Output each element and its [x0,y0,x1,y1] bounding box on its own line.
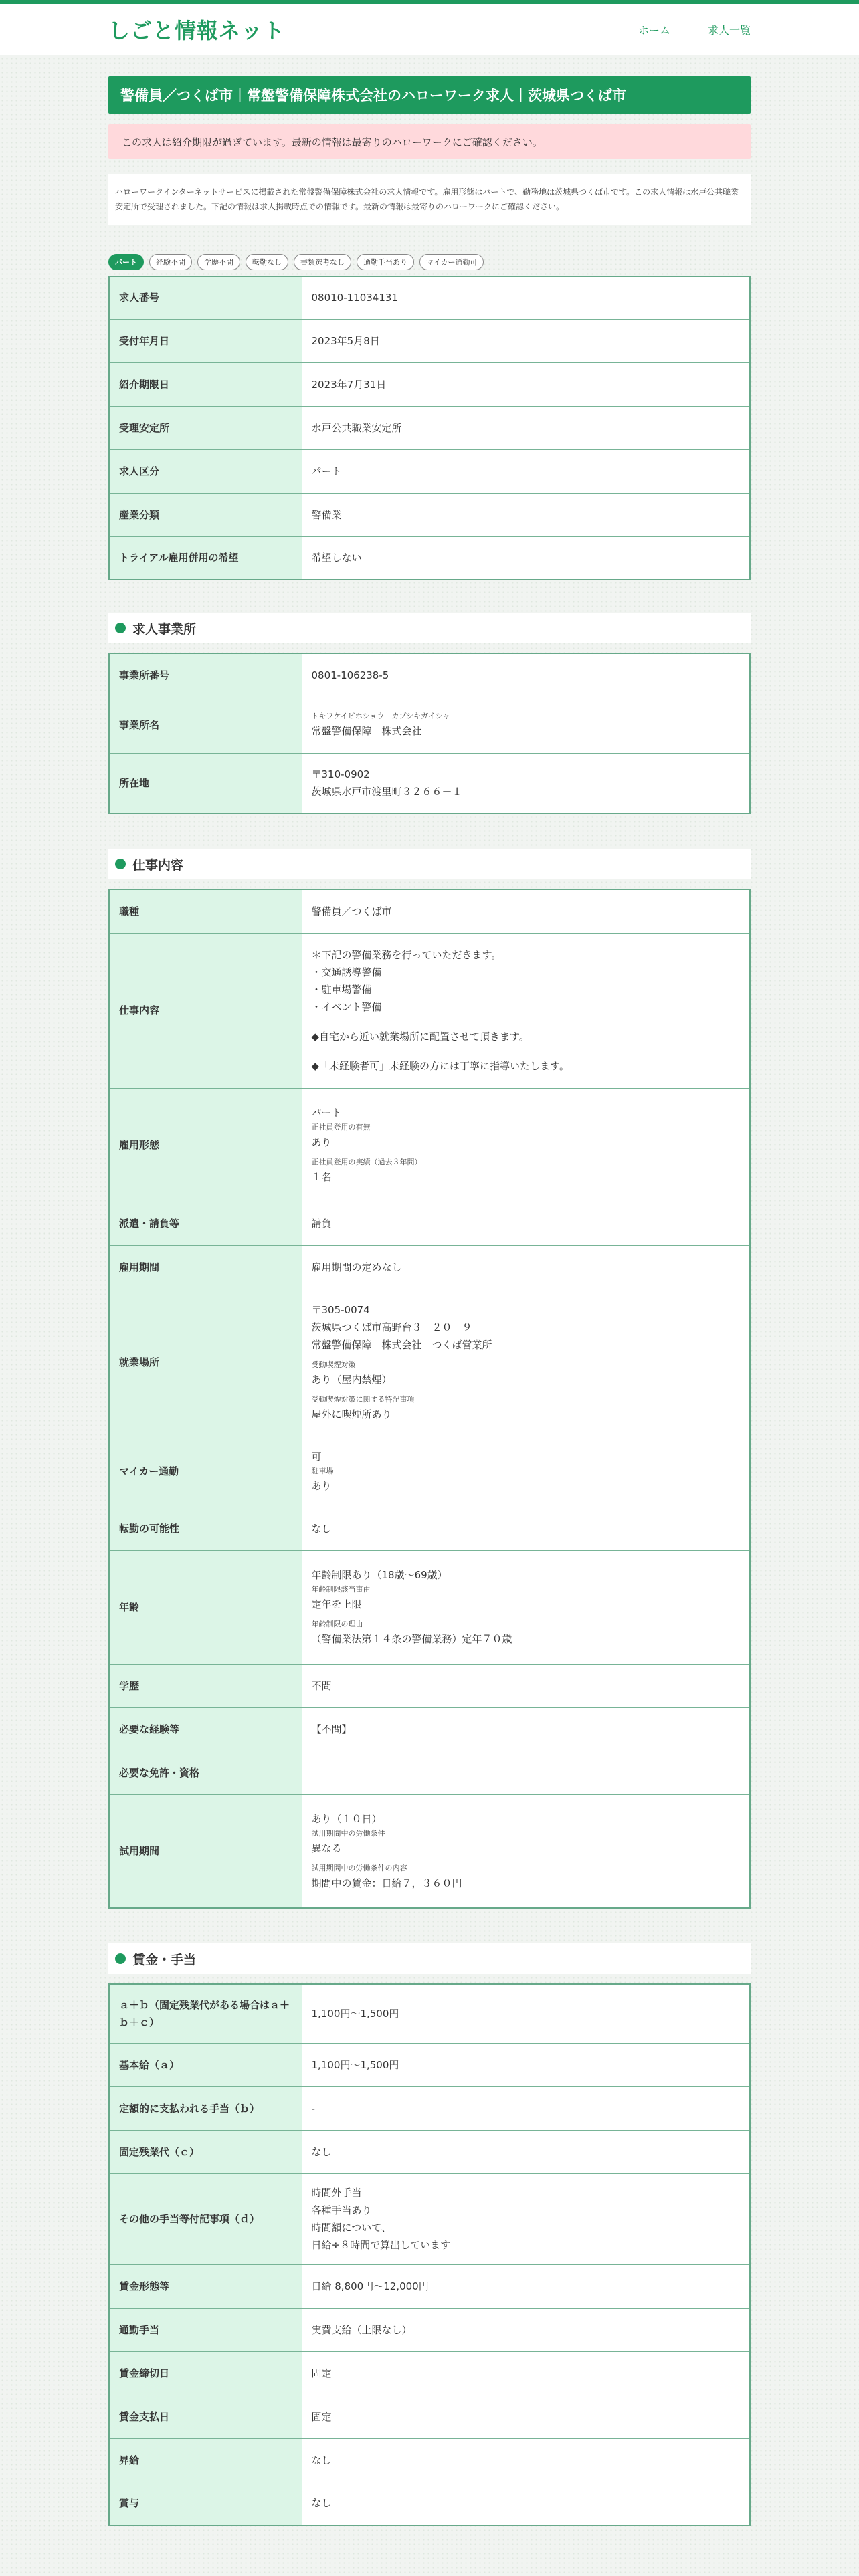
section-title: 賃金・手当 [132,1952,197,1967]
row-label: 仕事内容 [109,933,302,1088]
received-date: 2023年5月8日 [302,319,750,362]
sub-label: 受動喫煙対策に関する特記事項 [311,1395,415,1404]
table-row [109,1507,750,1550]
education: 不問 [302,1664,750,1707]
table-row [109,2173,750,2264]
other-allowance-line: 時間外手当 [311,2187,362,2199]
regular-hire-option: あり [311,1136,332,1148]
deadline-date: 2023年7月31日 [302,362,750,406]
workplace-zip: 〒305-0074 [311,1304,370,1316]
sub-label: 駐車場 [311,1467,334,1475]
table-row [109,697,750,753]
nav-job-list-link[interactable]: 求人一覧 [707,23,751,37]
row-label: 賃金支払日 [109,2395,302,2438]
transfer-possibility: なし [302,1507,750,1550]
table-row [109,1088,750,1202]
sub-label: 受動喫煙対策 [311,1360,356,1369]
sub-label: 試用期間中の労働条件 [311,1828,385,1838]
table-row [109,536,750,580]
content-line: ・駐車場警備 [311,984,372,996]
tag-part-time[interactable]: パート [108,254,144,270]
row-label: 求人区分 [109,449,302,493]
row-label: マイカー通勤 [109,1436,302,1507]
table-row [109,2351,750,2395]
row-label: 通勤手当 [109,2308,302,2351]
row-label: 試用期間 [109,1794,302,1908]
job-table [108,889,751,1909]
tag-car-commute[interactable]: マイカー通勤可 [419,254,484,270]
sub-label: 試用期間中の労働条件の内容 [311,1863,407,1872]
row-label: ａ＋ｂ（固定残業代がある場合はａ＋ｂ＋ｃ） [109,1984,302,2043]
sub-label: 年齢制限の理由 [311,1620,363,1628]
bullet-dot-icon [115,623,126,633]
section-title: 仕事内容 [132,857,184,873]
content-line: ＊下記の警備業務を行っていただきます。 [311,949,502,961]
workplace-address: 茨城県つくば市高野台３－２０－９ [311,1321,472,1333]
row-label: 昇給 [109,2438,302,2482]
expired-alert: この求人は紹介期限が過ぎています。最新の情報は最寄りのハローワークにご確認ください。 [108,124,751,159]
row-label: 職種 [109,889,302,933]
dispatch-value: 請負 [302,1202,750,1245]
bonus: なし [302,2482,750,2525]
table-row [109,1664,750,1707]
base-pay: 1,100円～1,500円 [302,2043,750,2086]
content-line: ・イベント警備 [311,1001,382,1013]
workplace-name: 常盤警備保障 株式会社 つくば営業所 [311,1339,492,1351]
section-title: 求人事業所 [132,621,197,637]
row-label: 定額的に支払われる手当（ｂ） [109,2086,302,2130]
wage-form: 日給 8,800円～12,000円 [302,2264,750,2308]
row-label: 受付年月日 [109,319,302,362]
nav-home-link[interactable]: ホーム [638,23,670,37]
fixed-allowance: - [302,2086,750,2130]
tag-no-education[interactable]: 学歴不問 [197,254,240,270]
parking: あり [311,1480,332,1492]
employment-period: 雇用期間の定めなし [302,1245,750,1289]
office-address: 茨城県水戸市渡里町３２６６－１ [311,785,462,798]
table-row [109,2438,750,2482]
site-header [0,4,859,55]
section-heading-job [108,849,751,879]
wage-pay-day: 固定 [302,2395,750,2438]
table-row [109,493,750,536]
table-row [109,276,750,319]
row-label: 就業場所 [109,1289,302,1436]
commute-allowance: 実費支給（上限なし） [302,2308,750,2351]
wage-total: 1,100円～1,500円 [302,1984,750,2043]
sub-label: 正社員登用の有無 [311,1123,371,1132]
row-label: その他の手当等付記事項（ｄ） [109,2173,302,2264]
office-table [108,653,751,814]
wage-table [108,1983,751,2526]
section-heading-office [108,613,751,643]
other-allowance-line: 日給÷８時間で算出しています [311,2239,451,2251]
fixed-overtime: なし [302,2130,750,2173]
tag-commute-allowance[interactable]: 通勤手当あり [357,254,414,270]
receiving-office: 水戸公共職業安定所 [302,406,750,449]
row-label: 派遣・請負等 [109,1202,302,1245]
row-label: 賃金締切日 [109,2351,302,2395]
row-label: 事業所番号 [109,653,302,697]
car-commute: 可 [311,1451,322,1463]
row-label: 基本給（ａ） [109,2043,302,2086]
tag-list [108,254,751,270]
job-category: パート [302,449,750,493]
table-row [109,449,750,493]
company-kana: トキワケイビホショウ カブシキガイシャ [311,712,450,720]
row-label: トライアル雇用併用の希望 [109,536,302,580]
trial-period: あり（１０日） [311,1812,382,1825]
sub-label: 正社員登用の実績（過去３年間） [311,1158,422,1166]
row-label: 学歴 [109,1664,302,1707]
table-row [109,889,750,933]
table-row [109,2043,750,2086]
row-label: 必要な経験等 [109,1707,302,1751]
smoking-policy: あり（屋内禁煙） [311,1374,392,1386]
pay-raise: なし [302,2438,750,2482]
trial-employment: 希望しない [302,536,750,580]
row-label: 求人番号 [109,276,302,319]
regular-hire-record: １名 [311,1171,332,1183]
job-number: 08010-11034131 [302,276,750,319]
table-row [109,1245,750,1289]
other-allowance-line: 時間額について、 [311,2222,391,2234]
site-logo[interactable]: しごと情報ネット [108,18,286,43]
table-row [109,753,750,813]
page-title: 警備員／つくば市｜常盤警備保障株式会社のハローワーク求人｜茨城県つくば市 [108,76,751,114]
table-row [109,1550,750,1664]
bullet-dot-icon [115,1953,126,1964]
age-limit-basis: 定年を上限 [311,1598,362,1610]
wage-closing-day: 固定 [302,2351,750,2395]
other-allowance-line: 各種手当あり [311,2204,372,2216]
table-row [109,653,750,697]
table-row [109,1436,750,1507]
row-label: 紹介期限日 [109,362,302,406]
company-name: 常盤警備保障 株式会社 [311,725,422,737]
row-label: 必要な免許・資格 [109,1751,302,1794]
content-line: ◆「未経験者可」未経験の方には丁寧に指導いたします。 [311,1060,569,1072]
table-row [109,1707,750,1751]
table-row [109,1202,750,1245]
table-row [109,1984,750,2043]
section-heading-wage [108,1943,751,1974]
table-row [109,933,750,1088]
sub-label: 年齢制限該当事由 [311,1585,371,1594]
row-label: 転勤の可能性 [109,1507,302,1550]
main-content [108,76,751,2526]
table-row [109,2130,750,2173]
table-row [109,1794,750,1908]
trial-wage: 期間中の賃金：日給７，３６０円 [311,1876,462,1889]
experience: 【不問】 [302,1707,750,1751]
row-label: 年齢 [109,1550,302,1664]
table-row [109,2264,750,2308]
office-number: 0801-106238-5 [302,653,750,697]
row-label: 固定残業代（ｃ） [109,2130,302,2173]
table-row [109,2482,750,2525]
table-row [109,2395,750,2438]
bullet-dot-icon [115,859,126,869]
row-label: 雇用期間 [109,1245,302,1289]
content-line: ◆自宅から近い就業場所に配置させて頂きます。 [311,1031,529,1043]
smoking-note: 屋外に喫煙所あり [311,1408,392,1420]
table-row [109,319,750,362]
tag-no-experience[interactable]: 経験不問 [149,254,192,270]
row-label: 賃金形態等 [109,2264,302,2308]
header-nav [638,22,751,37]
tag-no-transfer[interactable]: 転勤なし [246,254,288,270]
row-label: 産業分類 [109,493,302,536]
intro-text: ハローワークインターネットサービスに掲載された常盤警備保障株式会社の求人情報です。雇用形態はパートで、勤務地は茨城県つくば市です。この求人情報は水戸公共職業安定所で受理されました。下記の情報は求人掲載時点での情報です。最新の情報は最寄りのハローワークにご確認ください。 [108,174,751,225]
tag-no-document-screening[interactable]: 書類選考なし [294,254,351,270]
age-limit: 年齢制限あり（18歳～69歳） [311,1569,448,1581]
table-row [109,1751,750,1794]
table-row [109,2086,750,2130]
employment-type: パート [311,1107,342,1119]
row-label: 賞与 [109,2482,302,2525]
job-title: 警備員／つくば市 [302,889,750,933]
trial-conditions: 異なる [311,1842,342,1854]
office-zip: 〒310-0902 [311,768,370,780]
table-row [109,406,750,449]
table-row [109,2308,750,2351]
table-row [109,1289,750,1436]
basic-info-table [108,276,751,580]
row-label: 事業所名 [109,697,302,753]
license [302,1751,750,1794]
table-row [109,362,750,406]
industry: 警備業 [302,493,750,536]
row-label: 受理安定所 [109,406,302,449]
row-label: 雇用形態 [109,1088,302,1202]
age-limit-reason: （警備業法第１４条の警備業務）定年７０歳 [311,1633,512,1645]
content-line: ・交通誘導警備 [311,966,382,978]
row-label: 所在地 [109,753,302,813]
